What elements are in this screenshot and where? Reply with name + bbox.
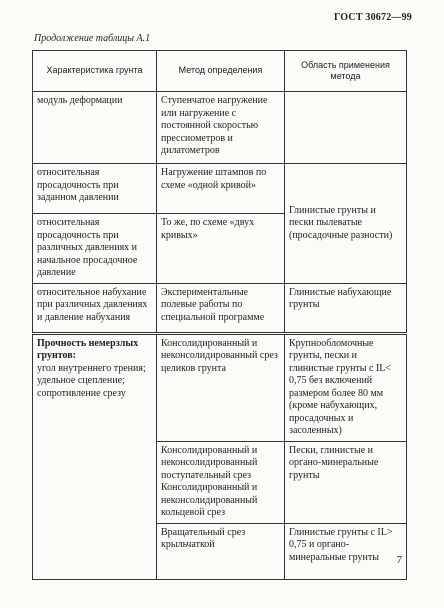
table-row bbox=[33, 92, 407, 164]
column-header-scope: Область применения метода bbox=[285, 51, 407, 92]
page-number: 7 bbox=[396, 554, 402, 566]
method-cell: Ступенчатое нагружение или нагружение с постоянной скоростью прессиометров и дилатометров bbox=[157, 92, 285, 164]
column-header-method: Метод определения bbox=[157, 51, 285, 92]
table-row bbox=[33, 164, 407, 214]
standard-number: ГОСТ 30672—99 bbox=[333, 12, 412, 23]
scope-cell: Глинистые грунты с IL> 0,75 и органо-минеральные грунты bbox=[285, 523, 407, 579]
characteristic-cell bbox=[33, 333, 157, 579]
method-cell: Экспериментальные полевые работы по специальной программе bbox=[157, 283, 285, 333]
characteristic-list: угол внутреннего трения; удельное сцепление; сопротивление срезу bbox=[37, 362, 146, 399]
scope-cell bbox=[285, 92, 407, 164]
table-continuation-caption: Продолжение таблицы А.1 bbox=[34, 33, 151, 44]
characteristic-cell: модуль деформации bbox=[33, 92, 157, 164]
characteristic-cell: относительная просадочность при различных давлениях и начальное просадочное давление bbox=[33, 214, 157, 284]
column-header-characteristic: Характеристика грунта bbox=[33, 51, 157, 92]
method-cell: То же, по схеме «двух кривых» bbox=[157, 214, 285, 284]
method-cell: Вращательный срез крыльчаткой bbox=[157, 523, 285, 579]
soil-methods-table bbox=[32, 50, 407, 580]
scope-cell: Глинистые грунты и пески пылеватые (просадочные разности) bbox=[285, 164, 407, 284]
scope-cell: Пески, глинистые и органо-минеральные грунты bbox=[285, 441, 407, 523]
method-cell: Консолидированный и неконсолидированный поступательный срез Консолидированный и неконсолидированный кольцевой срез bbox=[157, 441, 285, 523]
characteristic-cell: относительное набухание при различных давлениях и давление набухания bbox=[33, 283, 157, 333]
method-cell: Нагружение штампов по схеме «одной кривой» bbox=[157, 164, 285, 214]
table-header-row bbox=[33, 51, 407, 92]
table-row bbox=[33, 283, 407, 333]
table-row bbox=[33, 333, 407, 441]
characteristic-cell: относительная просадочность при заданном давлении bbox=[33, 164, 157, 214]
method-cell: Консолидированный и неконсолидированный срез целиков грунта bbox=[157, 333, 285, 441]
scope-cell: Глинистые набухающие грунты bbox=[285, 283, 407, 333]
section-title: Прочность немерзлых грунтов: bbox=[37, 337, 139, 361]
scope-cell: Крупнообломочные грунты, пески и глинистые грунты с IL< 0,75 без включений размером более 80 мм (кроме набухающих, просадочных и засоленных) bbox=[285, 333, 407, 441]
